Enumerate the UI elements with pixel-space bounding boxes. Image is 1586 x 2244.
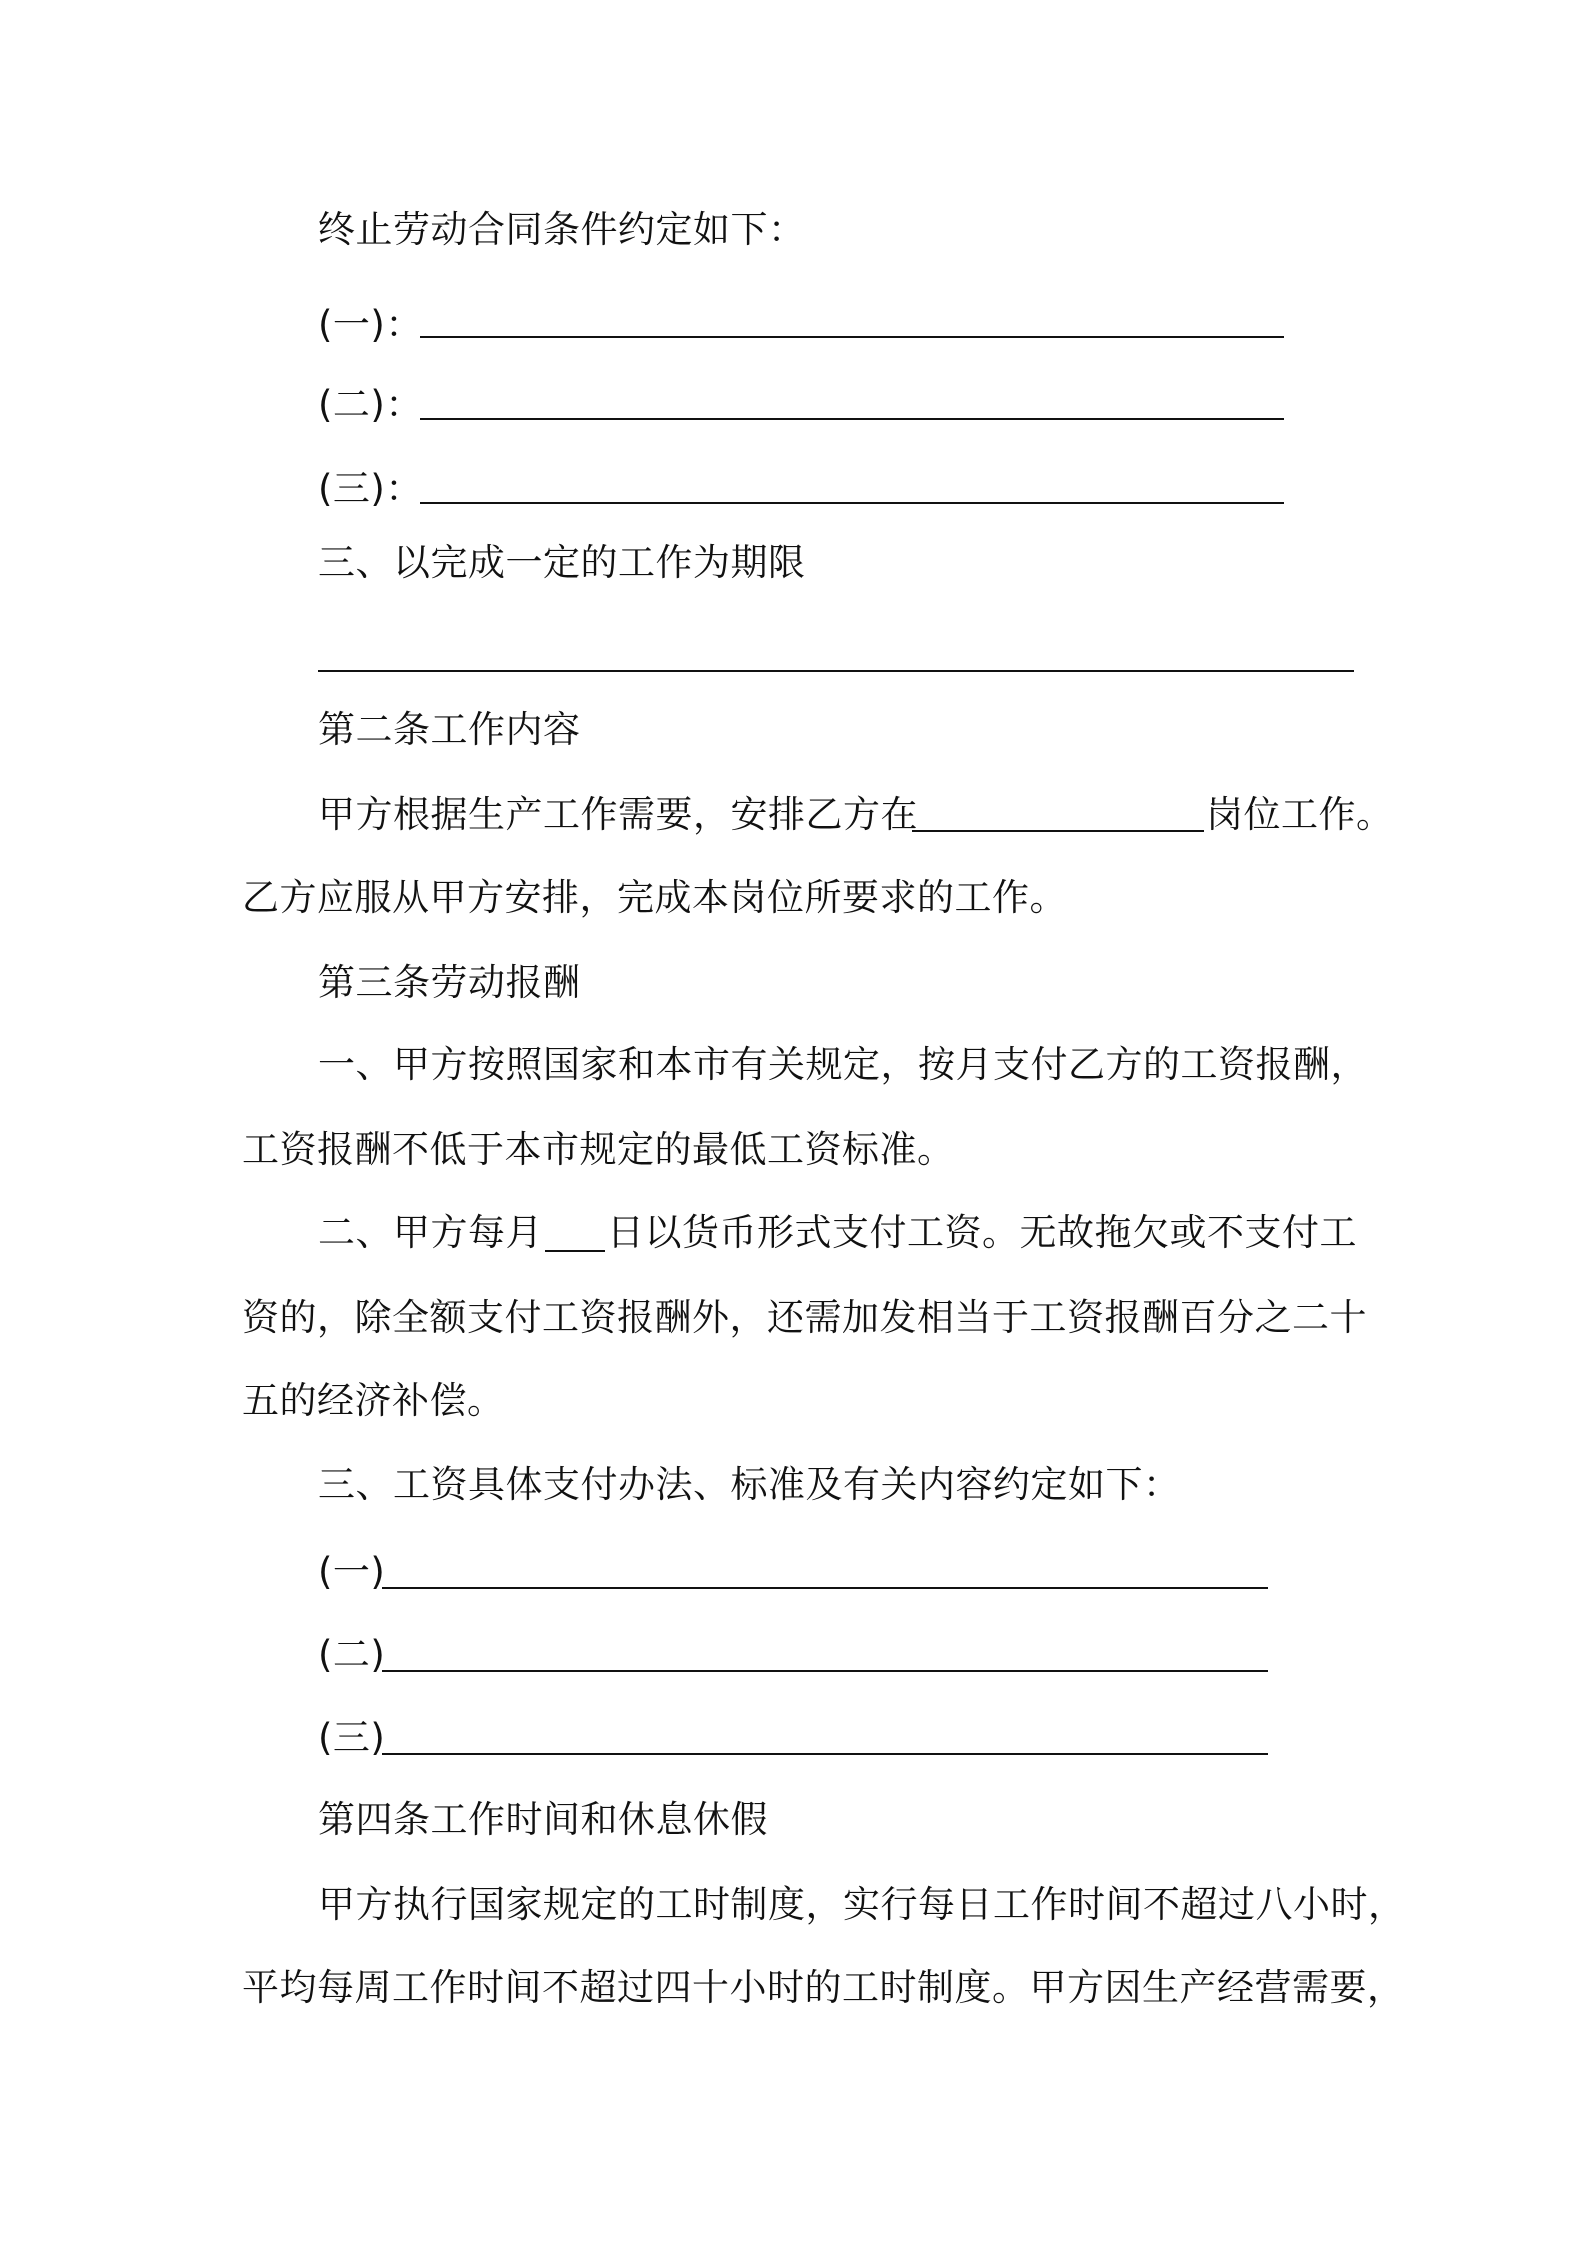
article-3-item-2-line-1-start: 二、甲方每月 — [318, 1211, 543, 1254]
pay-method-item-1-label: (一) — [318, 1550, 386, 1593]
termination-item-2-label: (二)： — [318, 383, 423, 426]
article-4-para-line-2: 平均每周工作时间不超过四十小时的工时制度。甲方因生产经营需要， — [242, 1966, 1405, 2009]
article-2-para-line-1-end: 岗位工作。 — [1206, 793, 1394, 836]
pay-method-item-2-label: (二) — [318, 1633, 386, 1676]
article-4-para-line-1: 甲方执行国家规定的工时制度，实行每日工作时间不超过八小时， — [318, 1883, 1406, 1926]
termination-item-1-label: (一)： — [318, 303, 423, 346]
article-3-item-1-line-2: 工资报酬不低于本市规定的最低工资标准。 — [242, 1128, 955, 1171]
article-2-para-line-1: 甲方根据生产工作需要，安排乙方在 — [318, 793, 918, 836]
pay-method-item-3-blank[interactable] — [382, 1753, 1268, 1755]
article-3-item-2-line-3: 五的经济补偿。 — [242, 1379, 505, 1422]
article-3-title: 第三条劳动报酬 — [318, 961, 581, 1004]
article-2-para-line-2: 乙方应服从甲方安排，完成本岗位所要求的工作。 — [242, 876, 1067, 919]
pay-method-item-2-blank[interactable] — [382, 1670, 1268, 1672]
termination-conditions-heading: 终止劳动合同条件约定如下： — [318, 208, 806, 251]
article-2-title: 第二条工作内容 — [318, 708, 581, 751]
payday-blank[interactable] — [545, 1250, 605, 1252]
article-4-title: 第四条工作时间和休息休假 — [318, 1798, 768, 1841]
task-term-blank[interactable] — [318, 670, 1354, 672]
article-3-item-2-line-2: 资的，除全额支付工资报酬外，还需加发相当于工资报酬百分之二十 — [242, 1296, 1367, 1339]
termination-item-3-label: (三)： — [318, 467, 423, 510]
termination-item-2-blank[interactable] — [420, 418, 1284, 420]
article-3-item-3-heading: 三、工资具体支付办法、标准及有关内容约定如下： — [318, 1463, 1181, 1506]
termination-item-3-blank[interactable] — [420, 502, 1284, 504]
position-blank[interactable] — [912, 830, 1204, 832]
article-3-item-1-line-1: 一、甲方按照国家和本市有关规定，按月支付乙方的工资报酬， — [318, 1043, 1368, 1086]
termination-item-1-blank[interactable] — [420, 336, 1284, 338]
pay-method-item-3-label: (三) — [318, 1716, 386, 1759]
article-3-item-2-line-1-end: 日以货币形式支付工资。无故拖欠或不支付工 — [607, 1211, 1357, 1254]
task-term-heading: 三、以完成一定的工作为期限 — [318, 541, 806, 584]
pay-method-item-1-blank[interactable] — [382, 1587, 1268, 1589]
